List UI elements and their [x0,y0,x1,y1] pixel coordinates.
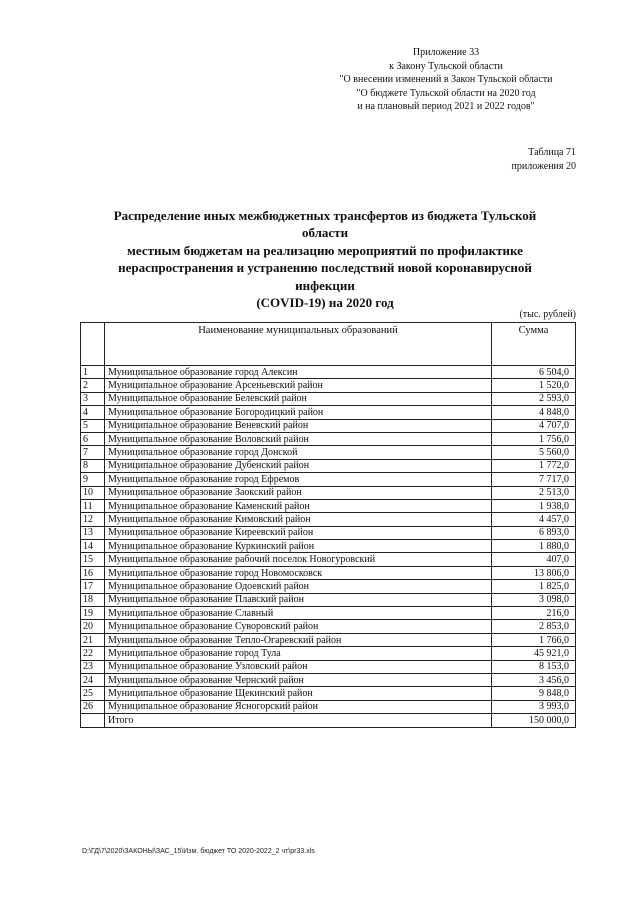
table-row [81,473,576,486]
row-number: 12 [81,513,105,526]
municipality-name: Муниципальное образование Щекинский район [105,687,492,700]
row-number: 2 [81,379,105,392]
transfer-sum: 3 098,0 [492,593,576,606]
transfer-sum: 13 806,0 [492,566,576,579]
table-row [81,432,576,445]
municipality-name: Муниципальное образование Одоевский район [105,580,492,593]
municipality-name: Муниципальное образование Тепло-Огаревский район [105,633,492,646]
transfer-sum: 1 766,0 [492,633,576,646]
table-row [81,673,576,686]
municipality-name: Муниципальное образование Славный [105,607,492,620]
row-number: 15 [81,553,105,566]
municipality-name: Муниципальное образование город Донской [105,446,492,459]
row-number: 16 [81,566,105,579]
municipality-name: Муниципальное образование Кимовский район [105,513,492,526]
row-number: 23 [81,660,105,673]
municipality-name: Муниципальное образование Дубенский район [105,459,492,472]
table-annex: приложения 20 [511,160,576,172]
row-number: 14 [81,540,105,553]
row-number: 1 [81,366,105,379]
municipality-name: Муниципальное образование Узловский район [105,660,492,673]
transfer-sum: 3 993,0 [492,700,576,713]
table-row [81,687,576,700]
annex-header [316,46,576,114]
table-row [81,379,576,392]
municipality-name: Муниципальное образование Белевский район [105,392,492,405]
row-number: 4 [81,406,105,419]
table-row [81,593,576,606]
row-number: 13 [81,526,105,539]
header-sum-cell: Сумма [492,323,576,366]
table-row [81,580,576,593]
transfer-sum: 1 520,0 [492,379,576,392]
annex-law-title-1: "О внесении изменений в Закон Тульской области [339,74,553,86]
table-row [81,526,576,539]
table-row [81,540,576,553]
municipality-name: Муниципальное образование Суворовский район [105,620,492,633]
table-row [81,553,576,566]
municipality-name: Муниципальное образование рабочий поселок Новогуровский [105,553,492,566]
table-row [81,647,576,660]
transfer-sum: 1 756,0 [492,432,576,445]
table-row [81,446,576,459]
table-row [81,620,576,633]
row-number: 25 [81,687,105,700]
row-number: 11 [81,499,105,512]
transfer-sum: 4 707,0 [492,419,576,432]
total-sum: 150 000,0 [492,714,576,727]
transfer-sum: 45 921,0 [492,647,576,660]
allocation-table [80,322,576,728]
municipality-name: Муниципальное образование город Новомосковск [105,566,492,579]
table-row [81,459,576,472]
transfer-sum: 8 153,0 [492,660,576,673]
row-number: 3 [81,392,105,405]
row-number: 7 [81,446,105,459]
annex-number: Приложение 33 [412,47,480,58]
table-row [81,486,576,499]
municipality-name: Муниципальное образование Веневский район [105,419,492,432]
table-row [81,700,576,713]
transfer-sum: 7 717,0 [492,473,576,486]
row-number: 9 [81,473,105,486]
row-number: 18 [81,593,105,606]
table-number: Таблица 71 [528,147,576,158]
annex-law-title-3: и на плановый период 2021 и 2022 годов" [357,101,535,113]
row-number: 19 [81,607,105,620]
row-number: 26 [81,700,105,713]
document-title [90,207,560,311]
header-name-cell: Наименование муниципальных образований [105,323,492,366]
row-number: 5 [81,419,105,432]
municipality-name: Муниципальное образование город Алексин [105,366,492,379]
transfer-sum: 5 560,0 [492,446,576,459]
municipality-name: Муниципальное образование Воловский район [105,432,492,445]
table-row [81,660,576,673]
unit-label: (тыс. рублей) [519,309,576,320]
table-row [81,366,576,379]
transfer-sum: 1 938,0 [492,499,576,512]
table-row [81,607,576,620]
transfer-sum: 1 772,0 [492,459,576,472]
row-number: 22 [81,647,105,660]
title-line-4: (COVID-19) на 2020 год [256,295,394,311]
row-number: 20 [81,620,105,633]
table-row [81,513,576,526]
annex-law-title-2: "О бюджете Тульской области на 2020 год [356,87,536,99]
transfer-sum: 407,0 [492,553,576,566]
transfer-sum: 4 457,0 [492,513,576,526]
header-num-cell [81,323,105,366]
municipality-name: Муниципальное образование Киреевский район [105,526,492,539]
table-row [81,392,576,405]
transfer-sum: 6 893,0 [492,526,576,539]
row-number: 24 [81,673,105,686]
transfer-sum: 1 825,0 [492,580,576,593]
municipality-name: Муниципальное образование город Ефремов [105,473,492,486]
title-line-1: Распределение иных межбюджетных трансфертов из бюджета Тульской области [113,208,537,241]
row-number: 17 [81,580,105,593]
annex-law-ref: к Закону Тульской области [389,60,503,72]
transfer-sum: 2 593,0 [492,392,576,405]
municipality-name: Муниципальное образование Чернский район [105,673,492,686]
title-line-3: нераспространения и устранению последствий новой коронавирусной инфекции [118,260,532,293]
transfer-sum: 216,0 [492,607,576,620]
table-reference [456,146,576,173]
municipality-name: Муниципальное образование Заокский район [105,486,492,499]
municipality-name: Муниципальное образование Плавский район [105,593,492,606]
table-row [81,566,576,579]
transfer-sum: 3 456,0 [492,673,576,686]
table-row [81,499,576,512]
municipality-name: Муниципальное образование Арсеньевский район [105,379,492,392]
table-header-row [81,323,576,366]
municipality-name: Муниципальное образование город Тула [105,647,492,660]
total-row [81,714,576,727]
table-row [81,419,576,432]
transfer-sum: 6 504,0 [492,366,576,379]
title-line-2: местным бюджетам на реализацию мероприятий по профилактике [127,242,523,258]
total-label: Итого [105,714,492,727]
file-path: D:\ГД\7\2020\ЗАКОНЫ\ЗАС_15\Изм. бюджет ТО 2020-2022_2 чт\pr33.xls [82,848,315,855]
transfer-sum: 1 880,0 [492,540,576,553]
municipality-name: Муниципальное образование Богородицкий район [105,406,492,419]
row-number: 10 [81,486,105,499]
table-row [81,633,576,646]
transfer-sum: 4 848,0 [492,406,576,419]
total-num-cell [81,714,105,727]
transfer-sum: 2 513,0 [492,486,576,499]
row-number: 6 [81,432,105,445]
row-number: 8 [81,459,105,472]
transfer-sum: 9 848,0 [492,687,576,700]
municipality-name: Муниципальное образование Куркинский район [105,540,492,553]
table-row [81,406,576,419]
municipality-name: Муниципальное образование Ясногорский район [105,700,492,713]
transfer-sum: 2 853,0 [492,620,576,633]
municipality-name: Муниципальное образование Каменский район [105,499,492,512]
row-number: 21 [81,633,105,646]
